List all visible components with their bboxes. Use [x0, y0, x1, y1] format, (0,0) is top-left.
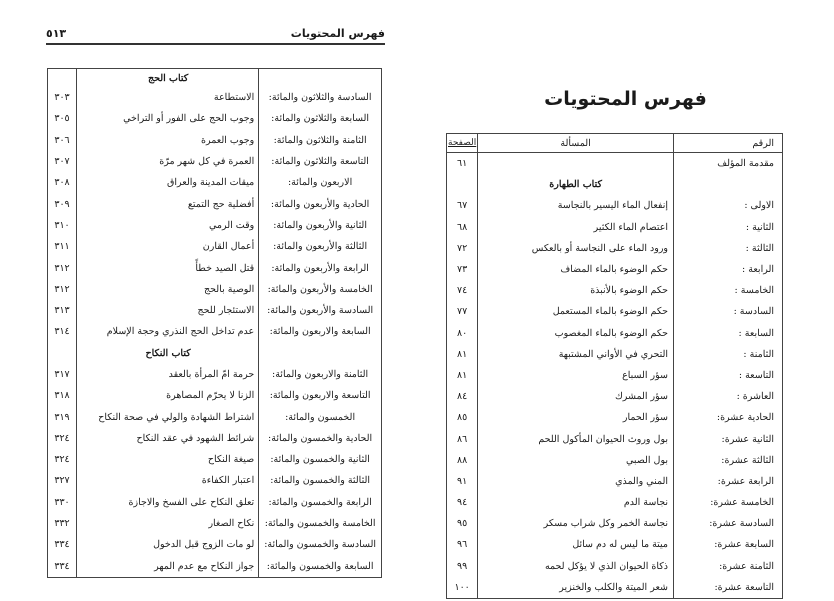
- entry-page: ٣٠٥: [54, 113, 70, 125]
- entry-page: ٧٢: [457, 242, 468, 254]
- table-row: [447, 513, 783, 534]
- entry-page: ٩٦: [457, 539, 468, 551]
- entry-page: ٣١٤: [54, 326, 70, 338]
- entry-issue: قتل الصيد خطأً: [77, 257, 259, 278]
- table-row: [48, 172, 382, 193]
- entry-issue: وقت الرمي: [77, 215, 259, 236]
- table-row: [48, 492, 382, 513]
- entry-issue: حكم الوضوء بالأنبذة: [478, 280, 674, 301]
- entry-number: الثامنة والاربعون والمائة:: [259, 364, 382, 385]
- entry-page: ٣١٣: [54, 305, 70, 317]
- entry-page: ٨٨: [457, 454, 468, 466]
- entry-page: ٦١: [457, 158, 468, 170]
- table-row: [48, 364, 382, 385]
- entry-number: التاسعة عشرة:: [674, 577, 783, 599]
- entry-issue: ورود الماء على النجاسة أو بالعكس: [478, 238, 674, 259]
- entry-issue: [478, 153, 674, 175]
- section-title: كتاب النكاح: [77, 343, 259, 364]
- entry-number: السابعة :: [674, 323, 783, 344]
- table-row: [48, 470, 382, 491]
- table-row: [48, 556, 382, 578]
- entry-issue: حكم الوضوء بالماء المضاف: [478, 259, 674, 280]
- entry-page: ٣٣٤: [54, 560, 70, 572]
- entry-issue: ميتة ما ليس له دم سائل: [478, 534, 674, 555]
- entry-page: ٨٥: [457, 412, 468, 424]
- entry-page: [48, 343, 77, 364]
- entry-number: الرابعة عشرة:: [674, 471, 783, 492]
- contents-table-right: [446, 133, 783, 599]
- entry-number: [259, 69, 382, 88]
- table-row: [48, 513, 382, 534]
- entry-page: [447, 174, 478, 195]
- entry-number: الثالثة :: [674, 238, 783, 259]
- entry-page: ٣٠٧: [54, 156, 70, 168]
- entry-page: ٣٢٤: [54, 454, 70, 466]
- entry-issue: وجوب العمرة: [77, 130, 259, 151]
- entry-issue: حرمة امّ المرأة بالعقد: [77, 364, 259, 385]
- entry-issue: الاستطاعة: [77, 87, 259, 108]
- entry-issue: بول وروث الحيوان المأكول اللحم: [478, 428, 674, 449]
- entry-number: الثانية عشرة:: [674, 428, 783, 449]
- entry-issue: نجاسة الدم: [478, 492, 674, 513]
- entry-issue: الاستئجار للحج: [77, 300, 259, 321]
- running-header: [46, 29, 385, 45]
- entry-issue: شرائط الشهود في عقد النكاح: [77, 428, 259, 449]
- entry-page: ٨٠: [457, 327, 468, 339]
- entry-number: الثامنة والثلاثون والمائة:: [259, 130, 382, 151]
- table-row: [48, 257, 382, 278]
- entry-issue: الوصية بالحج: [77, 279, 259, 300]
- entry-number: الثانية :: [674, 217, 783, 238]
- entry-page: ٣٣٠: [54, 496, 70, 508]
- entry-page: ٣٠٩: [54, 198, 70, 210]
- entry-issue: سؤر السباع: [478, 365, 674, 386]
- entry-page: ٣٠٦: [54, 134, 70, 146]
- entry-number: الاربعون والمائة:: [259, 172, 382, 193]
- entry-page: ٨١: [457, 369, 468, 381]
- entry-page: ٣١٢: [54, 262, 70, 274]
- entry-page: ٩١: [457, 475, 468, 487]
- entry-issue: ميقات المدينة والعراق: [77, 172, 259, 193]
- entry-number: السادسة عشرة:: [674, 513, 783, 534]
- entry-page: ٣١٠: [54, 219, 70, 231]
- entry-page: ٣٣٤: [54, 539, 70, 551]
- entry-issue: أفضلية حج التمتع: [77, 193, 259, 214]
- table-row: [48, 385, 382, 406]
- entry-number: الثامنة عشرة:: [674, 556, 783, 577]
- table-row: [48, 300, 382, 321]
- entry-page: ٣١٢: [54, 283, 70, 295]
- table-row: [48, 215, 382, 236]
- entry-issue: العمرة في كل شهر مرّة: [77, 151, 259, 172]
- table-row: [447, 195, 783, 216]
- entry-number: السابعة عشرة:: [674, 534, 783, 555]
- entry-issue: الزنا لا يحرّم المصاهرة: [77, 385, 259, 406]
- table-row: [48, 87, 382, 108]
- entry-number: مقدمة المؤلف: [674, 153, 783, 175]
- entry-page: ٣٠٣: [54, 92, 70, 104]
- entry-page: ٨٤: [457, 391, 468, 403]
- entry-issue: ذكاة الحيوان الذي لا يؤكل لحمه: [478, 556, 674, 577]
- entry-page: ٣٣٢: [54, 518, 70, 530]
- entry-number: الثانية والخمسون والمائة:: [259, 449, 382, 470]
- table-row: [447, 450, 783, 471]
- entry-number: الحادية والأربعون والمائة:: [259, 193, 382, 214]
- entry-issue: التحري في الأواني المشتبهة: [478, 344, 674, 365]
- entry-number: الخامسة والأربعون والمائة:: [259, 279, 382, 300]
- table-row: [447, 153, 783, 175]
- entry-page: ٣١١: [54, 241, 70, 253]
- entry-page: ٨١: [457, 348, 468, 360]
- entry-page: ٩٥: [457, 518, 468, 530]
- section-title: كتاب الطهارة: [478, 174, 674, 195]
- entry-page: ٣٢٧: [54, 475, 70, 487]
- entry-page: ٧٤: [457, 285, 468, 297]
- entry-page: ٣٢٤: [54, 432, 70, 444]
- entry-issue: تعلق النكاح على الفسخ والاجازة: [77, 492, 259, 513]
- table-row: [447, 344, 783, 365]
- entry-number: الثانية والأربعون والمائة:: [259, 215, 382, 236]
- entry-issue: نجاسة الخمر وكل شراب مسكر: [478, 513, 674, 534]
- entry-issue: سؤر المشرك: [478, 386, 674, 407]
- entry-page: [48, 69, 77, 88]
- entry-issue: صيغة النكاح: [77, 449, 259, 470]
- entry-number: السادسة والخمسون والمائة:: [259, 534, 382, 555]
- entry-number: الخامسة :: [674, 280, 783, 301]
- table-row: [447, 534, 783, 555]
- entry-number: الثامنة :: [674, 344, 783, 365]
- entry-issue: اعتبار الكفاءة: [77, 470, 259, 491]
- entry-issue: حكم الوضوء بالماء المغصوب: [478, 323, 674, 344]
- entry-number: السابعة والاربعون والمائة:: [259, 321, 382, 342]
- entry-number: السابعة والثلاثون والمائة:: [259, 108, 382, 129]
- entry-number: الخامسة عشرة:: [674, 492, 783, 513]
- table-row: [48, 236, 382, 257]
- entry-issue: أعمال القارن: [77, 236, 259, 257]
- entry-number: الحادية والخمسون والمائة:: [259, 428, 382, 449]
- entry-number: الثالثة والأربعون والمائة:: [259, 236, 382, 257]
- entry-number: التاسعة :: [674, 365, 783, 386]
- right-page: [417, 0, 834, 601]
- entry-page: ٩٤: [457, 497, 468, 509]
- entry-number: السادسة والأربعون والمائة:: [259, 300, 382, 321]
- table-row: [48, 428, 382, 449]
- entry-page: ٣١٨: [54, 390, 70, 402]
- section-heading-row: [447, 174, 783, 195]
- entry-issue: جواز النكاح مع عدم المهر: [77, 556, 259, 578]
- entry-issue: لو مات الزوج قبل الدخول: [77, 534, 259, 555]
- table-row: [48, 449, 382, 470]
- entry-page: ٦٧: [457, 200, 468, 212]
- table-row: [447, 577, 783, 599]
- entry-issue: اعتصام الماء الكثير: [478, 217, 674, 238]
- table-row: [48, 534, 382, 555]
- table-row: [447, 428, 783, 449]
- entry-issue: بول الصبي: [478, 450, 674, 471]
- header-number: الرقم: [674, 134, 783, 153]
- table-row: [447, 407, 783, 428]
- entry-number: الثالثة عشرة:: [674, 450, 783, 471]
- table-row: [447, 259, 783, 280]
- section-heading-row: [48, 343, 382, 364]
- section-heading-row: [48, 69, 382, 88]
- entry-number: السادسة :: [674, 301, 783, 322]
- entry-number: الخمسون والمائة:: [259, 406, 382, 427]
- section-title: كتاب الحج: [77, 69, 259, 88]
- entry-issue: عدم تداخل الحج النذري وحجة الإسلام: [77, 321, 259, 342]
- table-row: [48, 193, 382, 214]
- table-header-row: [447, 134, 783, 153]
- entry-number: الخامسة والخمسون والمائة:: [259, 513, 382, 534]
- table-row: [48, 151, 382, 172]
- entry-page: ٧٣: [457, 264, 468, 276]
- entry-number: التاسعة والثلاثون والمائة:: [259, 151, 382, 172]
- table-row: [447, 301, 783, 322]
- page-title: فهرس المحتويات: [544, 88, 707, 110]
- table-row: [447, 492, 783, 513]
- entry-number: الحادية عشرة:: [674, 407, 783, 428]
- table-row: [447, 365, 783, 386]
- entry-issue: نكاح الصغار: [77, 513, 259, 534]
- entry-number: السابعة والخمسون والمائة:: [259, 556, 382, 578]
- table-row: [48, 321, 382, 342]
- entry-issue: اشتراط الشهادة والولي في صحة النكاح: [77, 406, 259, 427]
- running-header-title: فهرس المحتويات: [290, 27, 385, 40]
- entry-issue: وجوب الحج على الفور أو التراخي: [77, 108, 259, 129]
- entry-number: التاسعة والاربعون والمائة:: [259, 385, 382, 406]
- entry-number: الرابعة :: [674, 259, 783, 280]
- contents-table-left: [47, 68, 382, 578]
- header-issue: المسألة: [478, 134, 674, 153]
- entry-number: السادسة والثلاثون والمائة:: [259, 87, 382, 108]
- entry-number: الاولى :: [674, 195, 783, 216]
- entry-issue: حكم الوضوء بالماء المستعمل: [478, 301, 674, 322]
- entry-page: ١٠٠: [454, 581, 470, 593]
- table-row: [48, 406, 382, 427]
- table-row: [447, 471, 783, 492]
- entry-number: الرابعة والخمسون والمائة:: [259, 492, 382, 513]
- entry-page: ٩٩: [457, 560, 468, 572]
- entry-number: الثالثة والخمسون والمائة:: [259, 470, 382, 491]
- entry-page: ٦٨: [457, 221, 468, 233]
- table-row: [447, 280, 783, 301]
- table-row: [447, 238, 783, 259]
- table-row: [447, 323, 783, 344]
- entry-page: ٨٦: [457, 433, 468, 445]
- table-row: [447, 556, 783, 577]
- table-row: [48, 279, 382, 300]
- entry-page: ٣١٧: [54, 369, 70, 380]
- entry-number: الرابعة والأربعون والمائة:: [259, 257, 382, 278]
- entry-page: ٧٧: [457, 306, 468, 318]
- header-page: الصفحة: [447, 134, 478, 153]
- entry-issue: شعر الميتة والكلب والخنزير: [478, 577, 674, 599]
- entry-page: ٣١٩: [54, 411, 70, 423]
- entry-page: ٣٠٨: [54, 177, 70, 189]
- entry-number: العاشرة :: [674, 386, 783, 407]
- page-number: ٥١٣: [46, 27, 67, 40]
- table-row: [48, 130, 382, 151]
- table-row: [48, 108, 382, 129]
- entry-issue: إنفعال الماء اليسير بالنجاسة: [478, 195, 674, 216]
- table-row: [447, 217, 783, 238]
- entry-issue: سؤر الحمار: [478, 407, 674, 428]
- entry-number: [259, 343, 382, 364]
- table-row: [447, 386, 783, 407]
- entry-issue: المني والمذي: [478, 471, 674, 492]
- entry-number: [674, 174, 783, 195]
